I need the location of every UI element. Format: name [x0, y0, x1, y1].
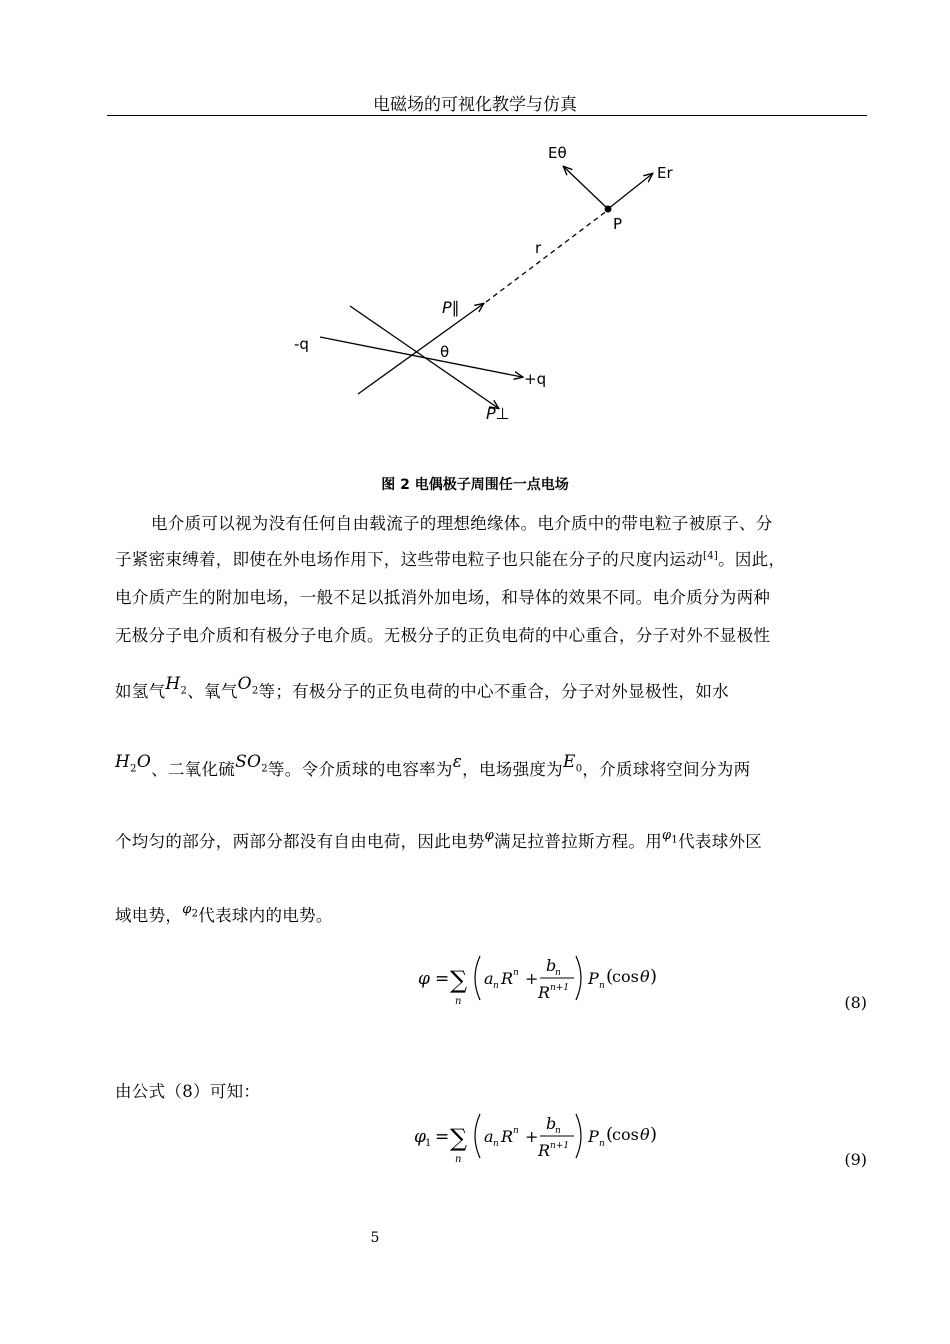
text-l4: 无极分子电介质和有极分子电介质。无极分子的正负电荷的中心重合，分子对外不显极性	[115, 626, 771, 645]
eq8-R-sup: n	[513, 968, 519, 978]
label-r: r	[535, 239, 542, 257]
eq9-rparen	[576, 1114, 581, 1158]
eq8-equals: =	[435, 969, 450, 989]
e-r-arrow	[608, 174, 652, 209]
eq9-sum-index: n	[455, 1154, 462, 1165]
equation-9-number: (9)	[844, 1150, 867, 1169]
text-l6b: 等。令介质球的电容率为	[267, 760, 453, 779]
math-so2: $SO_2$	[235, 752, 268, 775]
page-number: 5	[370, 1230, 380, 1246]
equation-9	[400, 1106, 680, 1168]
eq9-lhs: φ	[414, 1127, 426, 1147]
paragraph-line-8	[115, 902, 867, 928]
math-h2: $H_2$	[165, 674, 188, 697]
paragraph-line-4	[115, 622, 867, 646]
label-p: P	[613, 215, 623, 233]
equation-8-number: (8)	[844, 993, 867, 1012]
figure-caption: 图 2 电偶极子周围任一点电场	[381, 477, 569, 493]
eq8-P-sub: n	[599, 981, 605, 991]
math-o2: $O_2$	[237, 674, 259, 697]
citation-ref: [4]	[703, 550, 719, 562]
math-e0: $E_0$	[562, 752, 583, 775]
text-l5b: 、氧气	[187, 682, 238, 701]
text-l1: 电介质可以视为没有任何自由载流子的理想绝缘体。电介质中的带电粒子被原子、分	[151, 514, 773, 533]
eq8-b-sub: n	[555, 968, 561, 978]
label-pos-q: +q	[524, 370, 547, 388]
dipole-figure	[270, 130, 690, 440]
eq8-cos-lparen: (	[606, 966, 614, 987]
label-neg-q: -q	[294, 335, 309, 353]
paragraph-line-6	[115, 752, 867, 782]
eq9-cos-lparen: (	[606, 1124, 614, 1145]
r-dashed-line	[486, 210, 608, 302]
text-l7c: 代表球外区	[678, 832, 763, 851]
text-l2b: 。因此，	[718, 550, 786, 569]
eq9-lparen	[475, 1114, 480, 1158]
e-theta-arrow	[564, 167, 608, 209]
eq8-lparen	[475, 956, 480, 1000]
text-l5a: 如氢气	[115, 682, 166, 701]
eq9-plus: +	[525, 1127, 539, 1146]
dipole-axis	[320, 337, 522, 377]
label-e-theta: Eθ	[548, 144, 567, 162]
eq9-sum: ∑	[450, 1124, 468, 1152]
eq9-a-sub: n	[493, 1139, 499, 1149]
equation-8	[400, 948, 680, 1010]
eq9-P: P	[588, 1127, 599, 1146]
text-l7a: 个均匀的部分，两部分都没有自由电荷，因此电势	[115, 832, 485, 851]
eq9-b-sub: n	[555, 1126, 561, 1136]
label-theta: θ	[440, 343, 450, 361]
eq8-R: R	[501, 969, 514, 988]
math-phi1: φ1	[662, 828, 679, 846]
eq8-a-sub: n	[493, 981, 499, 991]
dipole-diagram	[270, 130, 690, 440]
text-l8b: 代表球内的电势。	[198, 906, 333, 925]
eq9-cos-rparen: )	[650, 1124, 658, 1145]
eq9-equals: =	[435, 1127, 450, 1147]
text-l6c: ，电场强度为	[462, 760, 563, 779]
eq8-b: b	[546, 956, 557, 975]
eq8-P: P	[588, 969, 599, 988]
eq8-cos-rparen: )	[650, 966, 658, 987]
eq9-R-sup: n	[513, 1126, 519, 1136]
p-par-line	[358, 304, 483, 394]
math-epsilon: ε	[452, 752, 463, 772]
paragraph-line-5	[115, 674, 867, 704]
eq9-cos: cos	[612, 1125, 639, 1144]
math-h2o: $H_2O$	[115, 752, 152, 775]
text-l3: 电介质产生的附加电场，一般不足以抵消外加电场，和导体的效果不同。电介质分为两种	[115, 588, 771, 607]
paragraph-line-2	[115, 546, 867, 570]
eq8-theta: θ	[640, 967, 650, 986]
text-l6a: 、二氧化硫	[151, 760, 236, 779]
math-phi2: φ2	[182, 902, 199, 920]
eq9-a: a	[484, 1127, 494, 1146]
text-l7b: 满足拉普拉斯方程。用	[494, 832, 663, 851]
text-l2a: 子紧密束缚着，即使在外电场作用下，这些带电粒子也只能在分子的尺度内运动	[115, 550, 703, 569]
text-l6d: ，介质球将空间分为两	[582, 760, 751, 779]
label-p-perp: P⊥	[486, 404, 510, 423]
paragraph-line-3	[115, 584, 867, 608]
header-rule	[107, 115, 867, 116]
eq8-lhs: φ	[418, 969, 430, 989]
eq8-sum: ∑	[450, 966, 468, 994]
text-l8a: 域电势，	[115, 906, 183, 925]
eq8-R-den-sup: n+1	[550, 983, 570, 993]
eq8-a: a	[484, 969, 494, 988]
p-perp-line	[350, 306, 498, 408]
eq9-b: b	[546, 1114, 557, 1133]
math-phi: φ	[484, 828, 495, 843]
label-e-r: Er	[657, 164, 673, 182]
eq9-theta: θ	[640, 1125, 650, 1144]
eq8-sum-index: n	[455, 996, 462, 1007]
eq8-R-den: R	[538, 983, 551, 1002]
paragraph-line-1	[115, 510, 867, 534]
label-p-par: P∥	[442, 298, 460, 317]
eq8-cos: cos	[612, 967, 639, 986]
eq9-lhs-sub: 1	[425, 1138, 432, 1149]
text-l9: 由公式（8）可知：	[115, 1082, 261, 1101]
eq9-R: R	[501, 1127, 514, 1146]
eq9-R-den-sup: n+1	[550, 1141, 570, 1151]
eq8-rparen	[576, 956, 581, 1000]
paragraph-line-7	[115, 828, 867, 854]
eq9-R-den: R	[538, 1141, 551, 1160]
paragraph-line-9	[115, 1078, 867, 1102]
header-title: 电磁场的可视化教学与仿真	[373, 95, 577, 115]
eq9-P-sub: n	[599, 1139, 605, 1149]
eq8-plus: +	[525, 969, 539, 988]
text-l5c: 等；有极分子的正负电荷的中心不重合，分子对外显极性，如水	[258, 682, 729, 701]
